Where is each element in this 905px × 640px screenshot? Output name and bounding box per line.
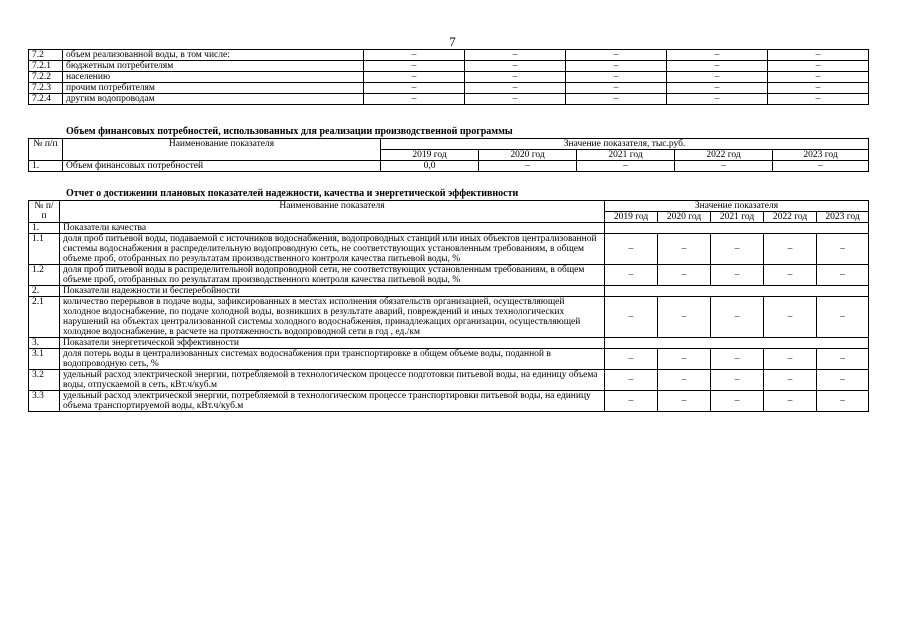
row-value: – [364, 50, 465, 61]
row-value: – [364, 94, 465, 105]
row-value: – [605, 265, 658, 286]
section-row [29, 286, 869, 297]
row-name: доля проб питьевой воды, подаваемой с источников водоснабжения, водопроводных станций или иных объектов централизованной системы водоснабжения в распределительную водопроводную сеть, не соответствующих установленным требованиям, в общем объеме проб, отобранных по результатам производственного контроля качества питьевой воды, % [60, 234, 605, 265]
row-value: – [768, 94, 869, 105]
table-row [29, 265, 869, 286]
table-row [29, 370, 869, 391]
year-header: 2020 год [658, 212, 711, 223]
row-name: населению [63, 72, 364, 83]
section-row [29, 223, 869, 234]
year-header: 2023 год [773, 150, 869, 161]
row-value: – [658, 234, 711, 265]
year-header: 2021 год [711, 212, 764, 223]
row-value: – [658, 370, 711, 391]
row-value: – [667, 83, 768, 94]
col-num-header: № п/п [29, 139, 63, 161]
row-value: – [768, 83, 869, 94]
row-value: – [658, 265, 711, 286]
row-value: – [764, 297, 817, 338]
table-header-row [29, 201, 869, 212]
row-value: – [817, 234, 869, 265]
row-value: 0,0 [381, 161, 479, 172]
row-value: – [566, 94, 667, 105]
row-value: – [764, 265, 817, 286]
row-num: 3.2 [29, 370, 60, 391]
performance-report-table [28, 200, 869, 412]
row-value: – [764, 234, 817, 265]
row-num: 2. [29, 286, 60, 297]
table-row [29, 391, 869, 412]
year-header: 2021 год [577, 150, 675, 161]
table-row [29, 72, 869, 83]
row-value: – [764, 349, 817, 370]
row-value: – [605, 370, 658, 391]
section-row [29, 338, 869, 349]
row-value: – [658, 297, 711, 338]
row-name: другим водопроводам [63, 94, 364, 105]
section-title: Показатели энергетической эффективности [60, 338, 605, 349]
row-num: 7.2.1 [29, 61, 63, 72]
row-value: – [764, 370, 817, 391]
row-value: – [768, 61, 869, 72]
row-value: – [711, 370, 764, 391]
row-value: – [658, 349, 711, 370]
year-header: 2023 год [817, 212, 869, 223]
row-value: – [465, 72, 566, 83]
row-value: – [817, 265, 869, 286]
table-row [29, 234, 869, 265]
table-row [29, 297, 869, 338]
row-value: – [465, 94, 566, 105]
row-value: – [675, 161, 773, 172]
row-value: – [667, 94, 768, 105]
table-row [29, 161, 869, 172]
performance-report-heading: Отчет о достижении плановых показателей надежности, качества и энергетической эффективности [66, 188, 519, 199]
row-value: – [364, 83, 465, 94]
year-header: 2022 год [675, 150, 773, 161]
row-value: – [465, 83, 566, 94]
row-value: – [667, 72, 768, 83]
row-name: прочим потребителям [63, 83, 364, 94]
row-num: 3. [29, 338, 60, 349]
section-title: Показатели качества [60, 223, 605, 234]
row-value: – [773, 161, 869, 172]
row-name: бюджетным потребителям [63, 61, 364, 72]
row-value: – [667, 50, 768, 61]
row-value: – [605, 297, 658, 338]
empty-cell [605, 286, 869, 297]
year-header: 2020 год [479, 150, 577, 161]
page-number: 7 [449, 34, 456, 49]
row-value: – [711, 265, 764, 286]
row-value: – [465, 50, 566, 61]
row-num: 7.2.4 [29, 94, 63, 105]
row-value: – [711, 391, 764, 412]
row-value: – [817, 370, 869, 391]
table-row [29, 50, 869, 61]
row-value: – [566, 83, 667, 94]
row-name: доля проб питьевой воды в распределительной водопроводной сети, не соответствующих установленным требованиям, в общем объеме проб, отобранных по результатам производственного контроля качества питьевой воды, % [60, 265, 605, 286]
empty-cell [605, 338, 869, 349]
col-value-header: Значение показателя, тыс.руб. [381, 139, 869, 150]
row-value: – [817, 297, 869, 338]
row-name: Объем финансовых потребностей [63, 161, 381, 172]
row-num: 7.2.3 [29, 83, 63, 94]
row-value: – [479, 161, 577, 172]
table-row [29, 349, 869, 370]
row-value: – [364, 72, 465, 83]
row-value: – [566, 72, 667, 83]
row-value: – [764, 391, 817, 412]
row-value: – [711, 349, 764, 370]
row-value: – [658, 391, 711, 412]
table-row [29, 61, 869, 72]
year-header: 2019 год [605, 212, 658, 223]
row-value: – [768, 50, 869, 61]
row-num: 7.2.2 [29, 72, 63, 83]
row-value: – [711, 297, 764, 338]
row-value: – [817, 349, 869, 370]
row-value: – [768, 72, 869, 83]
row-name: доля потерь воды в централизованных системах водоснабжения при транспортировке в общем объеме воды, поданной в водопроводную сеть, % [60, 349, 605, 370]
financial-needs-heading: Объем финансовых потребностей, использованных для реализации производственной программы [66, 126, 513, 137]
row-num: 7.2 [29, 50, 63, 61]
row-num: 1.1 [29, 234, 60, 265]
row-value: – [465, 61, 566, 72]
row-num: 2.1 [29, 297, 60, 338]
row-value: – [566, 50, 667, 61]
row-value: – [667, 61, 768, 72]
col-num-header: № п/п [29, 201, 60, 223]
table-header-row [29, 139, 869, 150]
row-num: 1. [29, 161, 63, 172]
col-value-header: Значение показателя [605, 201, 869, 212]
row-value: – [577, 161, 675, 172]
section-title: Показатели надежности и бесперебойности [60, 286, 605, 297]
row-value: – [364, 61, 465, 72]
row-value: – [605, 234, 658, 265]
col-name-header: Наименование показателя [63, 139, 381, 161]
row-value: – [711, 234, 764, 265]
table-row [29, 83, 869, 94]
col-name-header: Наименование показателя [60, 201, 605, 223]
water-sales-table [28, 49, 869, 105]
financial-needs-table [28, 138, 869, 172]
row-name: количество перерывов в подаче воды, зафиксированных в местах исполнения обязательств организацией, осуществляющей холодное водоснабжение, по подаче холодной воды, возникших в результате аварий, повреждений и иных технологических нарушений на объектах централизованной системы холодного водоснабжения, принадлежащих организации, осуществляющей холодное водоснабжение, в расчете на протяженность водопроводной сети в год , ед./км [60, 297, 605, 338]
row-value: – [605, 349, 658, 370]
row-name: объем реализованной воды, в том числе: [63, 50, 364, 61]
empty-cell [605, 223, 869, 234]
row-value: – [605, 391, 658, 412]
row-num: 3.3 [29, 391, 60, 412]
row-value: – [817, 391, 869, 412]
row-value: – [566, 61, 667, 72]
row-name: удельный расход электрической энергии, потребляемой в технологическом процессе подготовки питьевой воды, на единицу объема воды, отпускаемой в сеть, кВт.ч/куб.м [60, 370, 605, 391]
year-header: 2019 год [381, 150, 479, 161]
row-num: 1.2 [29, 265, 60, 286]
table-row [29, 94, 869, 105]
year-header: 2022 год [764, 212, 817, 223]
row-name: удельный расход электрической энергии, потребляемой в технологическом процессе транспортировки питьевой воды, на единицу объема транспортируемой воды, кВт.ч/куб.м [60, 391, 605, 412]
row-num: 1. [29, 223, 60, 234]
row-num: 3.1 [29, 349, 60, 370]
